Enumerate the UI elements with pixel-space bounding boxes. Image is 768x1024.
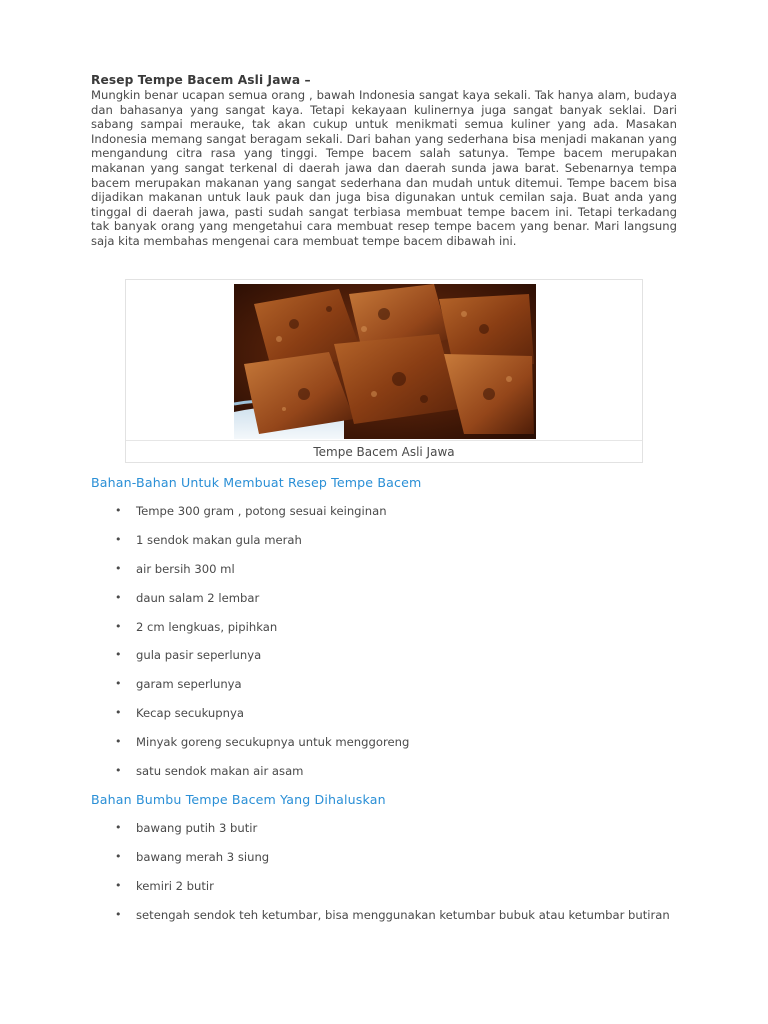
- ingredients-list: [112, 504, 678, 793]
- list-item: [112, 821, 678, 836]
- list-item-text: setengah sendok teh ketumbar, bisa menggunakan ketumbar bubuk atau ketumbar butiran: [136, 907, 670, 922]
- list-item-text: gula pasir seperlunya: [136, 648, 262, 663]
- list-item-text: bawang merah 3 siung: [136, 849, 270, 864]
- list-item: [112, 533, 678, 548]
- list-item-text: 2 cm lengkuas, pipihkan: [136, 619, 278, 634]
- list-item-text: 1 sendok makan gula merah: [136, 532, 302, 547]
- article-title: Resep Tempe Bacem Asli Jawa –: [91, 73, 311, 87]
- list-item: [112, 879, 678, 894]
- figure-tempe-bacem: [125, 279, 643, 463]
- list-item-text: daun salam 2 lembar: [136, 590, 260, 605]
- bullet-icon: •: [115, 907, 122, 921]
- list-item-text: bawang putih 3 butir: [136, 821, 258, 835]
- list-item: [112, 706, 678, 721]
- list-item: [112, 735, 678, 750]
- list-item: [112, 677, 678, 692]
- bullet-icon: •: [115, 619, 122, 633]
- list-item: [112, 648, 678, 663]
- list-item: [112, 620, 678, 635]
- list-item: [112, 908, 678, 923]
- list-item-text: satu sendok makan air asam: [136, 764, 304, 779]
- bullet-icon: •: [115, 590, 122, 604]
- section-heading-spices: Bahan Bumbu Tempe Bacem Yang Dihaluskan: [91, 792, 386, 807]
- list-item: [112, 562, 678, 577]
- bullet-icon: •: [115, 735, 122, 749]
- list-item: [112, 591, 678, 606]
- list-item: [112, 504, 678, 519]
- bullet-icon: •: [115, 677, 122, 691]
- bullet-icon: •: [115, 878, 122, 892]
- figure-caption: Tempe Bacem Asli Jawa: [313, 444, 455, 459]
- tempe-bacem-photo: [234, 284, 536, 439]
- list-item-text: garam seperlunya: [136, 677, 242, 692]
- figure-caption-bar: [126, 440, 642, 462]
- section-heading-ingredients: Bahan-Bahan Untuk Membuat Resep Tempe Bacem: [91, 475, 422, 490]
- list-item-text: kemiri 2 butir: [136, 878, 214, 893]
- list-item: [112, 764, 678, 779]
- bullet-icon: •: [115, 504, 122, 517]
- bullet-icon: •: [115, 764, 122, 778]
- bullet-icon: •: [115, 561, 122, 575]
- bullet-icon: •: [115, 849, 122, 863]
- list-item-text: Tempe 300 gram , potong sesuai keinginan: [136, 504, 387, 518]
- bullet-icon: •: [115, 648, 122, 662]
- bullet-icon: •: [115, 532, 122, 546]
- list-item-text: air bersih 300 ml: [136, 561, 235, 576]
- list-item: [112, 850, 678, 865]
- article-intro-paragraph: Mungkin benar ucapan semua orang , bawah Indonesia sangat kaya sekali. Tak hanya alam, budaya dan bahasanya yang sangat kaya. Tetapi kekayaan kulinernya juga sangat banyak seklai. Dari sabang sampai merauke, tak akan cukup untuk menikmati semua kuliner yang ada. Masakan Indonesia memang sangat beragam sekali. Dari bahan yang sederhana bisa menjadi makanan yang mengandung citra rasa yang tinggi. Tempe bacem salah satunya. Tempe bacem merupakan makanan yang sangat terkenal di daerah jawa dan daerah sunda jawa barat. Sebenarnya tempa bacem merupakan makanan yang sangat sederhana dan mudah untuk ditemui. Tempe bacem bisa dijadikan makanan untuk lauk pauk dan juga bisa digunakan untuk cemilan saja. Buat anda yang tinggal di daerah jawa, pasti sudah sangat terbiasa membuat tempe bacem ini. Tetapi terkadang tak banyak orang yang mengetahui cara membuat resep tempe bacem yang benar. Mari langsung saja kita membahas mengenai cara membuat tempe bacem dibawah ini.: [91, 88, 677, 248]
- spices-list: [112, 821, 678, 937]
- list-item-text: Minyak goreng secukupnya untuk menggoreng: [136, 735, 410, 750]
- bullet-icon: •: [115, 821, 122, 834]
- bullet-icon: •: [115, 706, 122, 720]
- list-item-text: Kecap secukupnya: [136, 706, 244, 721]
